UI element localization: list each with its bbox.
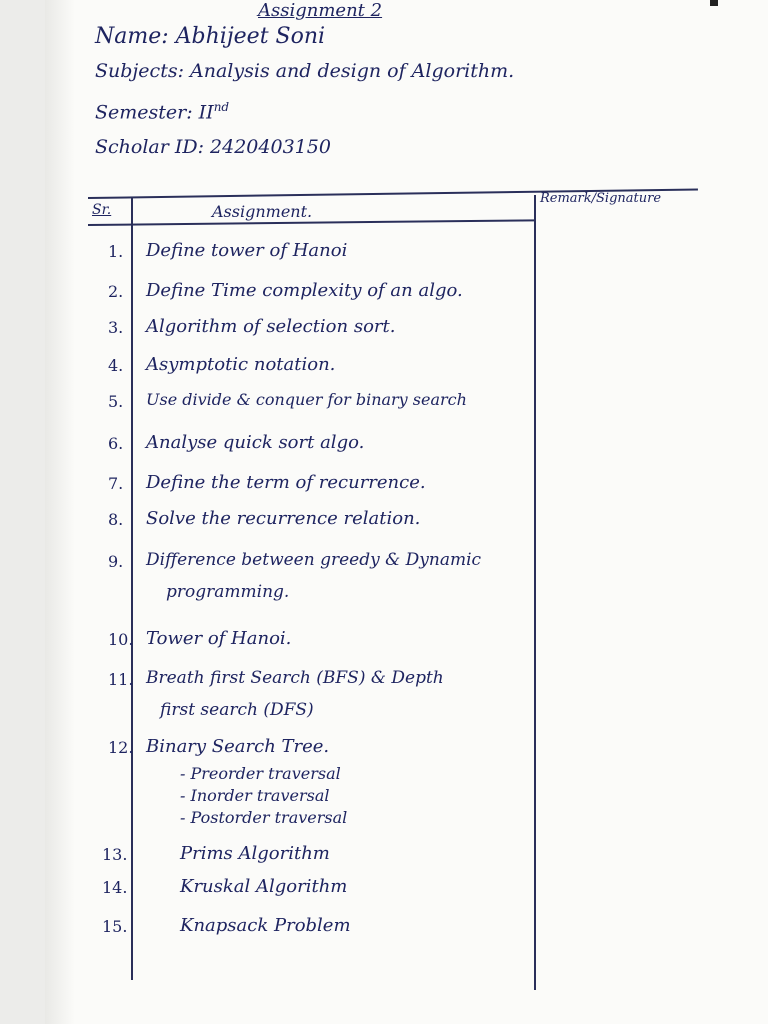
column-header-remark: Remark/Signature (540, 191, 662, 206)
row-number: 15. (102, 917, 128, 936)
row-text: Use divide & conquer for binary search (146, 390, 467, 409)
semester-superscript: nd (213, 100, 230, 114)
row-text: Kruskal Algorithm (180, 876, 348, 897)
page-edge-shadow (0, 0, 45, 1024)
corner-mark (710, 0, 718, 6)
row-subitem: - Postorder traversal (180, 808, 348, 827)
subject-line: Subjects: Analysis and design of Algorithm. (95, 60, 515, 82)
row-number: 4. (108, 356, 124, 375)
row-subitem: - Preorder traversal (180, 764, 341, 783)
row-number: 2. (108, 282, 124, 301)
table-remark-column-divider (534, 195, 536, 990)
row-text: Analyse quick sort algo. (146, 432, 365, 453)
row-number: 1. (108, 242, 124, 261)
row-number: 14. (102, 878, 128, 897)
row-text: Algorithm of selection sort. (146, 316, 396, 337)
row-text: Breath first Search (BFS) & Depth (146, 668, 444, 688)
semester-line (95, 100, 229, 123)
scholar-id-line: Scholar ID: 2420403150 (95, 136, 331, 158)
column-header-assignment: Assignment. (212, 202, 313, 221)
row-text: Prims Algorithm (180, 843, 330, 864)
row-text: Tower of Hanoi. (146, 628, 292, 649)
row-text: Binary Search Tree. (146, 736, 330, 757)
row-text: Define Time complexity of an algo. (146, 280, 463, 301)
row-text: Difference between greedy & Dynamic (146, 550, 482, 570)
row-number: 9. (108, 552, 124, 571)
row-text: Define tower of Hanoi (146, 240, 348, 261)
row-text: Define the term of recurrence. (146, 472, 426, 493)
semester-text: Semester: II (95, 101, 214, 124)
row-number: 6. (108, 434, 124, 453)
row-number: 10. (108, 630, 134, 649)
row-text: Asymptotic notation. (146, 354, 336, 375)
table-sr-column-divider (131, 198, 133, 980)
assignment-title: Assignment 2 (258, 0, 383, 21)
row-number: 8. (108, 510, 124, 529)
row-subitem: - Inorder traversal (180, 786, 330, 805)
row-number: 13. (102, 845, 128, 864)
column-header-sr: Sr. (92, 202, 112, 218)
row-number: 5. (108, 392, 124, 411)
row-text: Solve the recurrence relation. (146, 508, 421, 529)
row-number: 7. (108, 474, 124, 493)
row-text-continued: first search (DFS) (160, 700, 314, 720)
row-number: 3. (108, 318, 124, 337)
row-text: Knapsack Problem (180, 915, 351, 936)
row-text-continued: programming. (166, 582, 290, 602)
row-number: 11. (108, 670, 134, 689)
row-number: 12. (108, 738, 134, 757)
student-name: Name: Abhijeet Soni (95, 24, 326, 49)
